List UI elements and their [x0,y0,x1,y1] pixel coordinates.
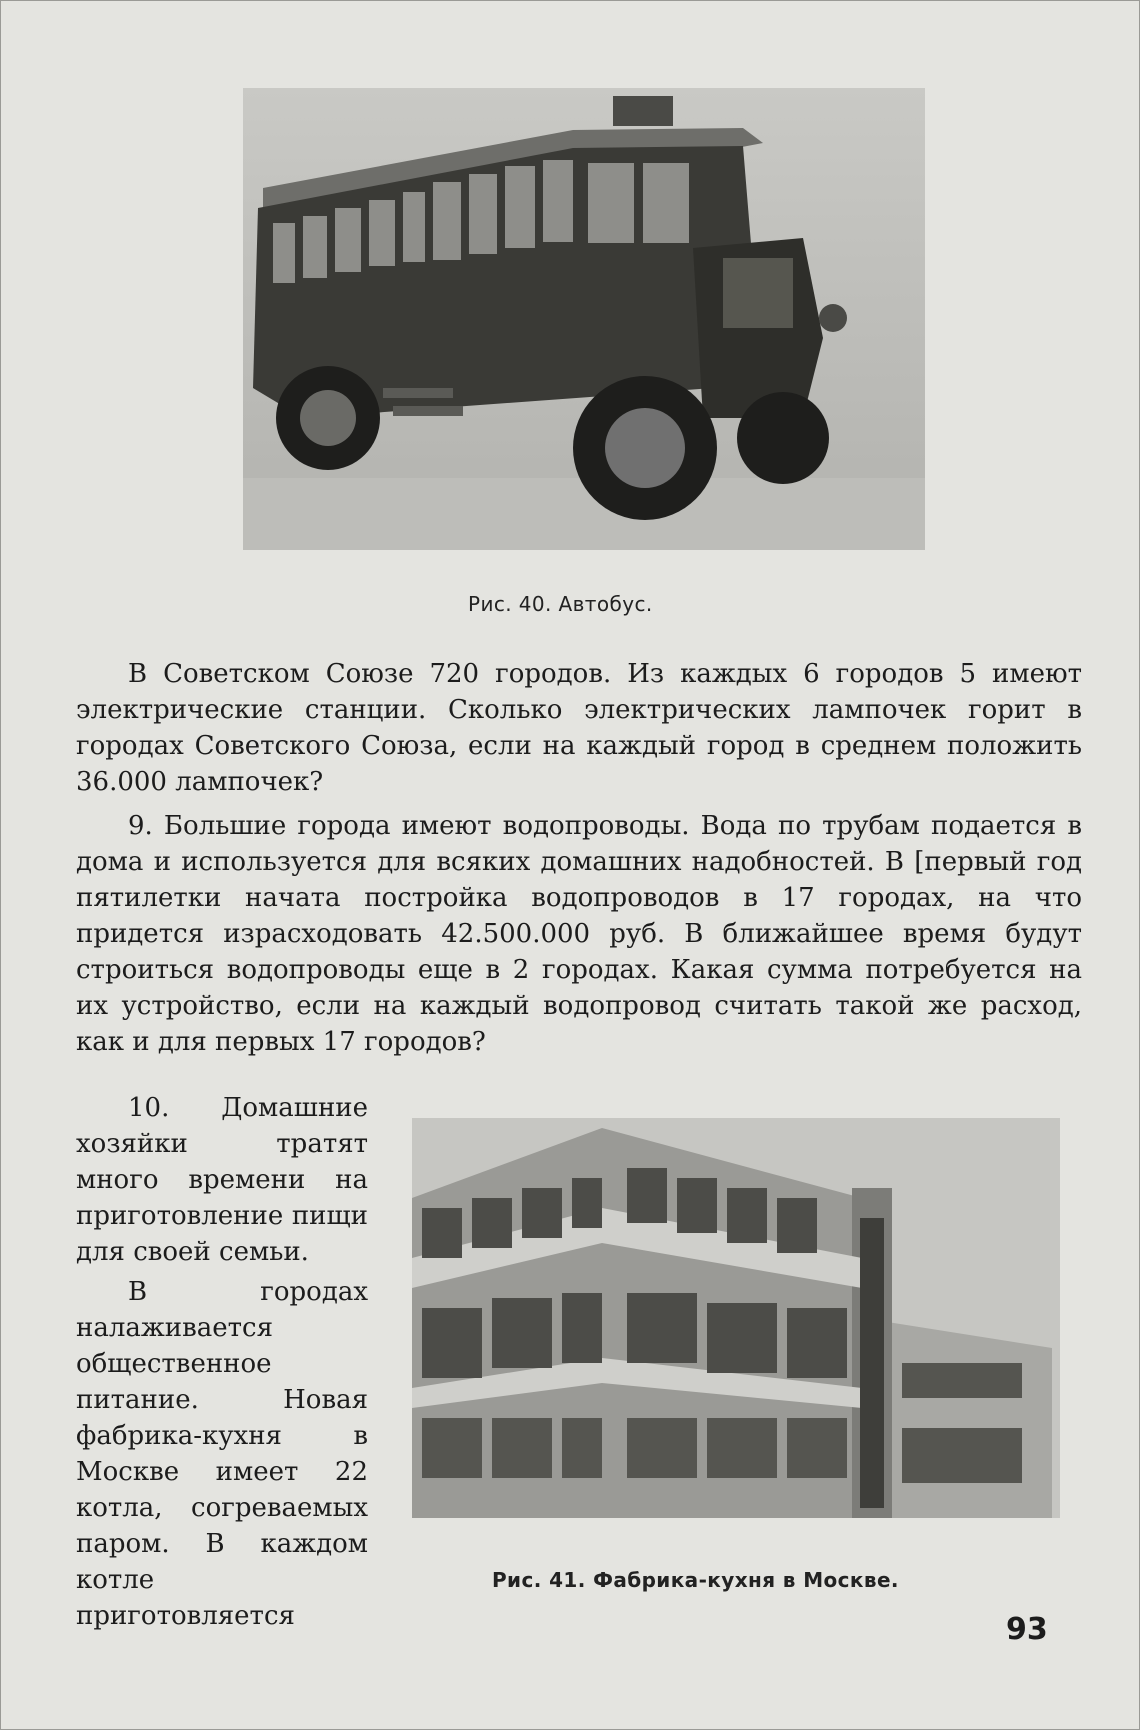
paragraph-11: В городах налаживается общественное питание. Новая фабрика-кухня в Москве имеет 22 котла, согреваемых паром. В каждом котле приготовляется [76,1277,368,1631]
paragraph-1: В Советском Союзе 720 городов. Из каждых 6 городов 5 имеют электрические станции. Сколько электрических лампочек горит в городах Советского Союза, если на каждый город в среднем положить 36.000 лампочек? [76,659,1082,797]
bus-caption: Рис. 40. Автобус. [468,592,653,616]
factory-kitchen-caption: Рис. 41. Фабрика-кухня в Москве. [492,1568,899,1592]
paragraph-10: 10. Домашние хозяйки тратят много времени на приготовление пищи для своей семьи. [76,1093,368,1267]
bus-photo [243,88,925,550]
bus-illustration [243,88,925,550]
factory-kitchen-photo [412,1118,1060,1518]
paragraph-9: 9. Большие города имеют водопроводы. Вода по трубам подается в дома и используется для всяких домашних надобностей. В [первый год пятилетки начата постройка водопроводов в 17 городах, на что придется израсходовать 42.500.000 руб. В ближайшее время будут строиться водопроводы еще в 2 городах. Какая сумма потребуется на их устройство, если на каждый водопровод считать такой же расход, как и для первых 17 городов? [76,811,1082,1057]
page-number: 93 [1006,1612,1048,1647]
factory-kitchen-illustration [412,1118,1060,1518]
